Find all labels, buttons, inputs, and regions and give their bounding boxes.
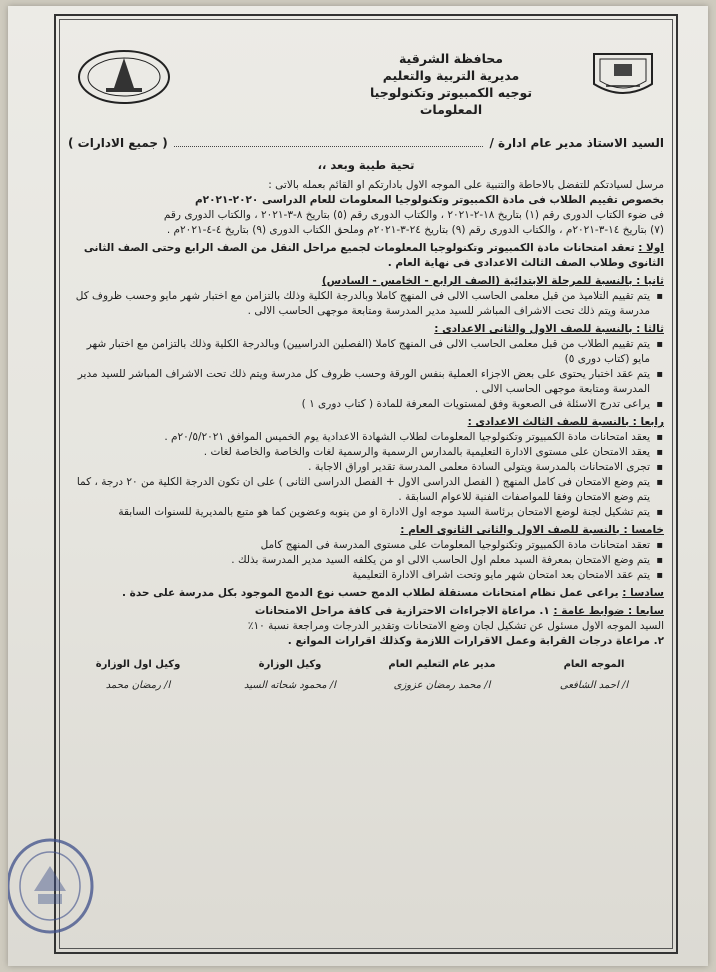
list-item: ▪ يعقد امتحانات مادة الكمبيوتر وتكنولوجيا المعلومات لطلاب الشهادة الاعدادية يوم الخميس الموافق ٢٠/٥/٢٠٢١م . — [68, 430, 650, 445]
section-second-heading — [68, 274, 664, 289]
all-administrations: ( جميع الادارات ) — [68, 136, 168, 150]
signature-title: وكيل الوزارة — [258, 659, 322, 670]
list-item: ▪ تعقد امتحانات مادة الكمبيوتر وتكنولوجيا المعلومات على مستوى المدرسة فى المنهج كامل — [68, 538, 650, 553]
letterhead-text — [356, 50, 546, 118]
signature-name: ا/ احمد الشافعى — [559, 680, 629, 691]
seventh-item-1: السيد الموجه الاول مسئول عن تشكيل لجان وضع الامتحانات وتقدير الدرجات ومراجعة نسبة ١٠٪ — [247, 620, 664, 632]
signature-first-undersecretary — [68, 659, 208, 691]
section-second-list — [68, 289, 664, 319]
section-second-label: ثانيا : بالنسبة للمرحلة الابتدائية (الصف الرابع - الخامس - السادس) — [321, 275, 664, 287]
addressee: السيد الاستاذ مدير عام ادارة / — [489, 136, 664, 150]
signature-title: الموجه العام — [563, 659, 625, 670]
section-third-heading — [68, 322, 664, 337]
letterhead — [68, 20, 664, 130]
list-item: ▪ يعقد الامتحان على مستوى الادارة التعليمية بالمدارس الرسمية والرسمية لغات والخاصة والخاصة لغات . — [68, 445, 650, 460]
addressee-line — [68, 136, 664, 150]
list-item: ▪ يتم عقد الامتحان بعد امتحان شهر مايو وتحت اشراف الادارة التعليمية — [68, 568, 650, 583]
section-first-text: تعقد امتحانات مادة الكمبيوتر وتكنولوجيا المعلومات لجميع مراحل النقل من الصف الرابع وحتى الصف الثانى الثانوى وطلاب الصف الثالث الاعدادى فى نهاية العام . — [83, 242, 664, 269]
signature-name: ا/ محمد رمضان عزوزى — [393, 680, 491, 691]
directorate-name: مديرية التربية والتعليم — [382, 68, 520, 83]
intro-line-4: (٧) بتاريخ ١٤-٣-٢٠٢١م ، والكتاب الدورى رقم (٩) بتاريخ ٢٤-٣-٢٠٢١م وملحق الكتاب الدورى (٩) بتاريخ ٤-٤-٢٠٢١م . — [166, 224, 664, 236]
seventh-item-2: ٢. مراعاة درجات القرابة وعمل الاقرارات اللازمة وكذلك اقرارات الموانع . — [287, 635, 664, 647]
list-item: ▪ يتم تقييم الطلاب من قبل معلمى الحاسب الالى فى المنهج كاملا (الفصلين الدراسيين) وبالدرجة الكلية وذلك بالتزامن مع اختبار شهر مايو (كتاب دورى ٥) — [68, 337, 650, 367]
official-stamp — [8, 836, 96, 936]
list-item: ▪ يتم وضع الامتحان بمعرفة السيد معلم اول الحاسب الالى او من يكلفه السيد مدير المدرسة بذلك . — [68, 553, 650, 568]
signature-block — [68, 659, 664, 691]
ministry-emblem-icon — [588, 50, 658, 102]
signature-title: وكيل اول الوزارة — [95, 659, 181, 670]
section-first-label: اولا : — [638, 242, 664, 254]
department-name: توجيه الكمبيوتر وتكنولوجيا المعلومات — [369, 85, 533, 117]
section-sixth — [68, 586, 664, 601]
section-third-list — [68, 337, 664, 412]
addressee-dotted-line — [174, 136, 484, 147]
intro-line-3: فى ضوء الكتاب الدورى رقم (١) بتاريخ ١٨-٢-٢٠٢١ ، والكتاب الدورى رقم (٥) بتاريخ ٨-٣-٢٠٢١ ، والكتاب الدورى رقم — [163, 209, 664, 221]
section-fourth-list — [68, 430, 664, 520]
section-sixth-text: يراعى عمل نظام امتحانات مستقلة لطلاب الدمج حسب نوع الدمج الموجود بكل مدرسة على حدة . — [122, 587, 619, 599]
intro-line-1: مرسل لسيادتكم للتفضل بالاحاطة والتنبية على الموجه الاول بادارتكم او القائم بعمله بالاتى : — [268, 179, 664, 191]
section-fifth-label: خامسا : بالنسبة للصف الاول والثانى الثانوى العام : — [400, 524, 664, 536]
section-third-label: ثالثا : بالنسبة للصف الاول والثانى الاعدادى : — [434, 323, 664, 335]
signature-name: ا/ محمود شحاته السيد — [244, 680, 336, 691]
signature-name: ا/ رمضان محمد — [105, 680, 171, 691]
greeting: تحية طيبة وبعد ،، — [317, 158, 415, 172]
section-sixth-label: سادسا : — [622, 587, 664, 599]
signature-general-director — [372, 659, 512, 691]
document-page — [8, 6, 708, 966]
section-seventh — [68, 604, 664, 619]
signature-general-supervisor — [524, 659, 664, 691]
list-item: ▪ يتم وضع الامتحان فى كامل المنهج ( الفصل الدراسى الاول + الفصل الدراسى الثانى ) على ان تكون الدرجة الكلية من ٢٠ درجة ، كما يتم وضع الامتحان وفقا للمواصفات الفنية للاعوام السابقة . — [68, 475, 650, 505]
list-item: ▪ يتم تقييم التلاميذ من قبل معلمى الحاسب الالى فى المنهج كاملا وبالدرجة الكلية وذلك بالتزامن مع اختبار شهر مايو وحسب ظروف كل مدرسة ويتم ذلك تحت الاشراف المباشر للسيد مدير المدرسة ومتابعة موجهى الحاسب الالى . — [68, 289, 650, 319]
section-first — [68, 241, 664, 271]
section-fourth-heading — [68, 415, 664, 430]
signature-title: مدير عام التعليم العام — [388, 659, 496, 670]
intro-line-2: بخصوص تقييم الطلاب فى مادة الكمبيوتر وتكنولوجيا المعلومات للعام الدراسى ٢٠٢٠-٢٠٢١م — [194, 194, 664, 206]
section-seventh-label: سابعا : ضوابط عامة : — [553, 605, 664, 617]
section-seventh-lead: ١. مراعاة الاجراءات الاحترازية فى كافة مراحل الامتحانات — [254, 605, 550, 617]
section-fourth-label: رابعا : بالنسبة للصف الثالث الاعدادى : — [467, 416, 664, 428]
list-item: ▪ يتم تشكيل لجنة لوضع الامتحان برئاسة السيد موجه اول الادارة او من ينوبه وعضوين كما هو متبع بالمديرية للسنوات السابقة — [68, 505, 650, 520]
signature-undersecretary — [220, 659, 360, 691]
section-fifth-list — [68, 538, 664, 583]
directorate-logo-icon — [76, 48, 172, 106]
list-item: ▪ تجرى الامتحانات بالمدرسة ويتولى السادة معلمى المدرسة تقدير اوراق الاجابة . — [68, 460, 650, 475]
section-fifth-heading — [68, 523, 664, 538]
list-item: ▪ يراعى تدرج الاسئلة فى الصعوبة وفق لمستويات المعرفة للمادة ( كتاب دورى ١ ) — [68, 397, 650, 412]
list-item: ▪ يتم عقد اختبار يحتوى على بعض الاجزاء العملية بنفس الورقة وحسب ظروف كل مدرسة ويتم ذلك تحت الاشراف المباشر للسيد مدير المدرسة ومتابعة موجهى الحاسب الالى . — [68, 367, 650, 397]
governorate-name: محافظة الشرقية — [398, 51, 504, 66]
